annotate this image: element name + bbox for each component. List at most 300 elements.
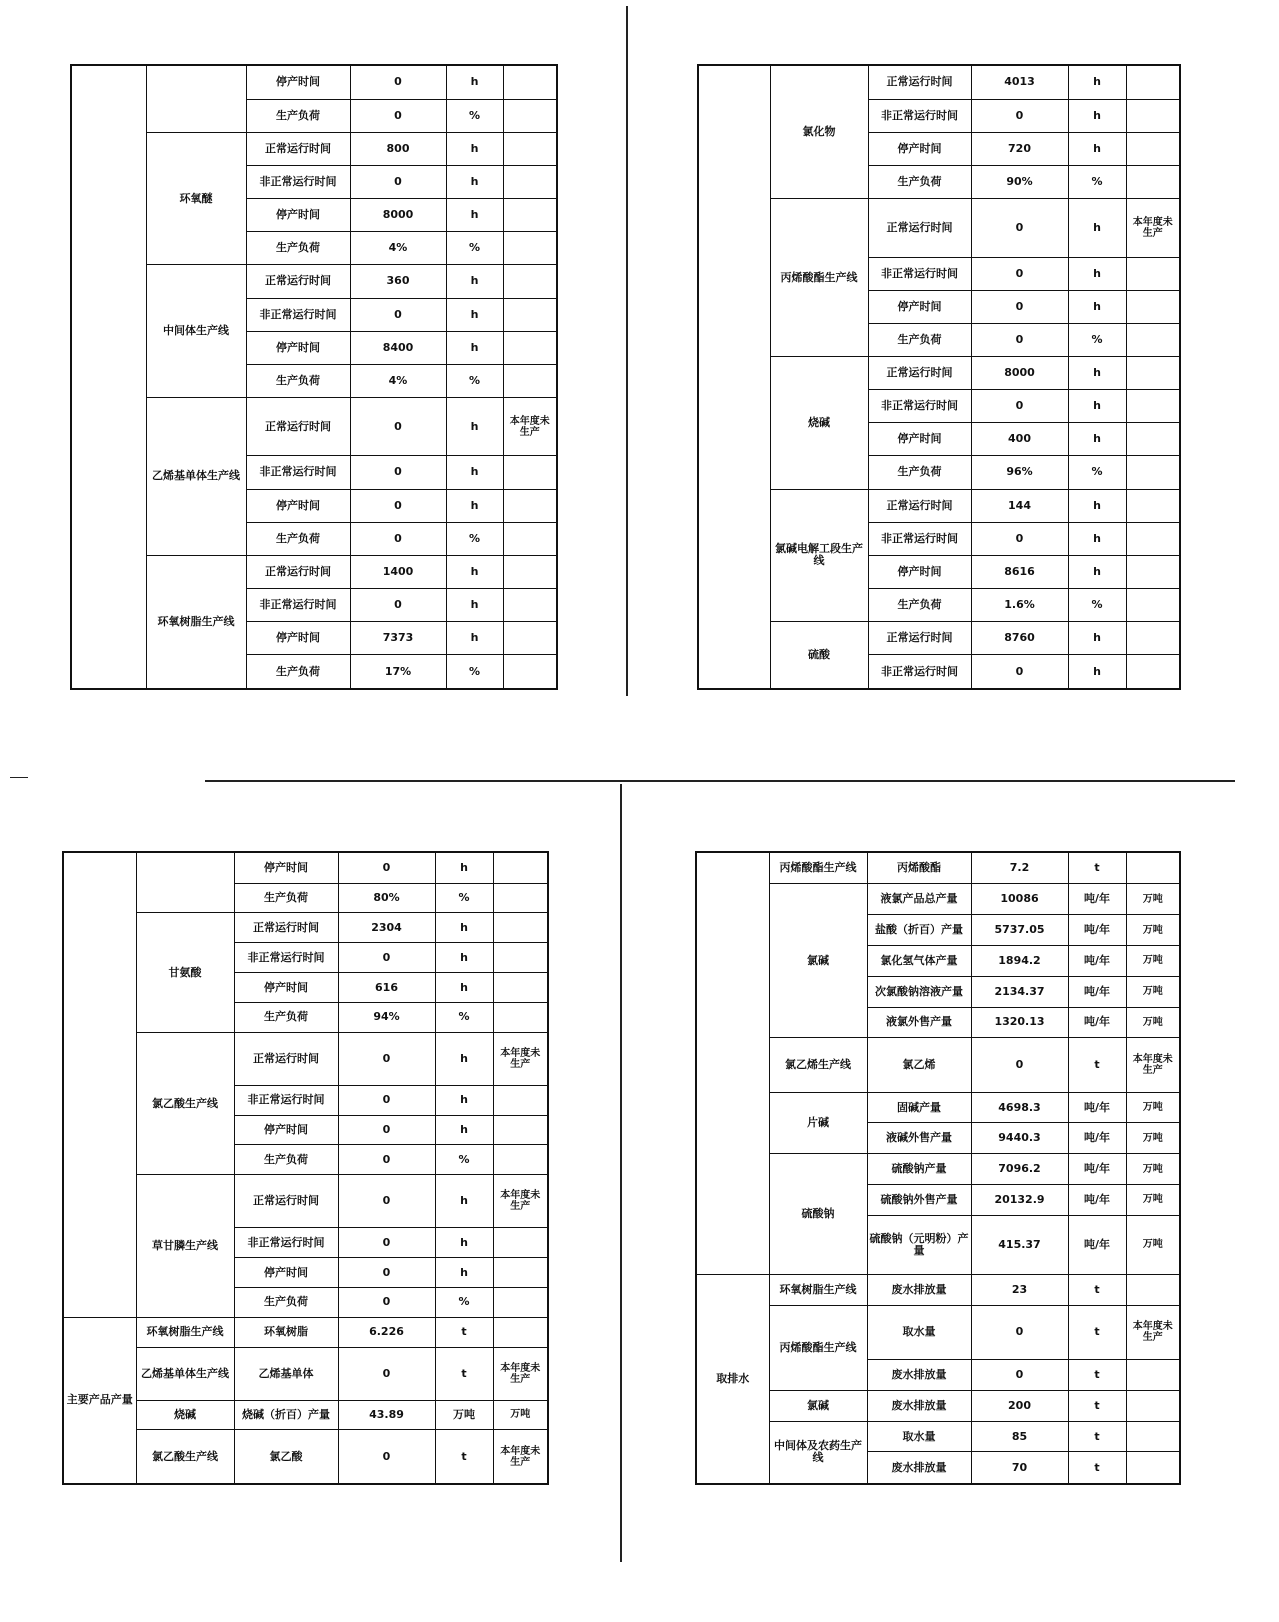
note-cell: 万吨 (1126, 1092, 1180, 1123)
table-row (63, 1317, 548, 1347)
unit-cell: 吨/年 (1068, 1215, 1126, 1274)
item-name-cell: 氯乙酸 (234, 1430, 338, 1484)
production-line-cell: 氯乙烯生产线 (769, 1038, 867, 1092)
item-name-cell: 非正常运行时间 (234, 943, 338, 973)
item-name-cell: 生产负荷 (246, 99, 350, 132)
note-cell (493, 1115, 548, 1145)
value-cell: 10086 (971, 884, 1068, 915)
item-name-cell: 取水量 (867, 1305, 971, 1359)
unit-cell: t (1068, 1421, 1126, 1452)
note-cell (1126, 357, 1180, 390)
production-line-cell: 环氧醚 (146, 132, 246, 264)
note-cell: 万吨 (1126, 1215, 1180, 1274)
value-cell: 144 (971, 489, 1068, 522)
unit-cell: h (446, 331, 503, 364)
value-cell: 4698.3 (971, 1092, 1068, 1123)
value-cell: 0 (971, 199, 1068, 258)
item-name-cell: 非正常运行时间 (234, 1228, 338, 1258)
note-cell (1126, 852, 1180, 884)
note-cell (503, 331, 557, 364)
table-row (696, 1274, 1180, 1305)
unit-cell: % (435, 1287, 493, 1317)
production-line-cell: 氯碱 (769, 1390, 867, 1421)
unit-cell: 吨/年 (1068, 1007, 1126, 1038)
unit-cell: h (1068, 290, 1126, 323)
value-cell: 8760 (971, 621, 1068, 654)
note-cell: 本年度未生产 (493, 1347, 548, 1400)
note-cell (493, 1003, 548, 1033)
table-row (696, 1038, 1180, 1092)
value-cell: 8400 (350, 331, 446, 364)
item-name-cell: 氯乙烯 (867, 1038, 971, 1092)
note-cell (493, 1085, 548, 1115)
value-cell: 200 (971, 1390, 1068, 1421)
note-cell (503, 199, 557, 232)
unit-cell: 吨/年 (1068, 976, 1126, 1007)
note-cell (503, 522, 557, 555)
value-cell: 0 (338, 1115, 435, 1145)
note-cell (1126, 489, 1180, 522)
value-cell: 0 (350, 166, 446, 199)
unit-cell: h (435, 973, 493, 1003)
value-cell: 0 (350, 522, 446, 555)
item-name-cell: 非正常运行时间 (246, 166, 350, 199)
category-cell (63, 852, 136, 1317)
unit-cell: 吨/年 (1068, 1154, 1126, 1185)
value-cell: 23 (971, 1274, 1068, 1305)
item-name-cell: 停产时间 (246, 489, 350, 522)
unit-cell: h (1068, 489, 1126, 522)
unit-cell: h (446, 456, 503, 489)
unit-cell: h (446, 265, 503, 298)
item-name-cell: 正常运行时间 (246, 265, 350, 298)
production-line-cell: 硫酸 (770, 621, 868, 689)
note-cell (493, 1145, 548, 1175)
table-row (698, 621, 1180, 654)
category-cell (696, 852, 769, 1274)
unit-cell: h (446, 588, 503, 621)
note-cell (1126, 257, 1180, 290)
production-line-cell: 环氧树脂生产线 (136, 1317, 234, 1347)
item-name-cell: 停产时间 (246, 65, 350, 99)
item-name-cell: 非正常运行时间 (868, 655, 971, 689)
item-name-cell: 废水排放量 (867, 1390, 971, 1421)
value-cell: 70 (971, 1452, 1068, 1484)
item-name-cell: 停产时间 (246, 621, 350, 654)
production-line-cell: 氯碱 (769, 884, 867, 1038)
value-cell: 0 (971, 324, 1068, 357)
value-cell: 80% (338, 883, 435, 913)
note-cell (503, 621, 557, 654)
unit-cell: % (446, 99, 503, 132)
value-cell: 4% (350, 232, 446, 265)
item-name-cell: 非正常运行时间 (246, 456, 350, 489)
value-cell: 2134.37 (971, 976, 1068, 1007)
unit-cell: h (435, 852, 493, 883)
unit-cell: t (435, 1317, 493, 1347)
category-cell (71, 65, 146, 689)
value-cell: 415.37 (971, 1215, 1068, 1274)
data-table-bottom-right (695, 851, 1181, 1485)
unit-cell: t (1068, 1360, 1126, 1391)
note-cell (503, 65, 557, 99)
unit-cell: h (435, 1115, 493, 1145)
value-cell: 8616 (971, 555, 1068, 588)
production-line-cell: 乙烯基单体生产线 (146, 397, 246, 555)
item-name-cell: 正常运行时间 (246, 397, 350, 456)
value-cell: 94% (338, 1003, 435, 1033)
unit-cell: h (446, 132, 503, 165)
value-cell: 20132.9 (971, 1185, 1068, 1216)
value-cell: 6.226 (338, 1317, 435, 1347)
item-name-cell: 生产负荷 (246, 522, 350, 555)
item-name-cell: 停产时间 (234, 1258, 338, 1288)
item-name-cell: 生产负荷 (868, 166, 971, 199)
table-row (696, 1154, 1180, 1185)
table-row (698, 199, 1180, 258)
production-line-cell: 草甘膦生产线 (136, 1175, 234, 1317)
unit-cell: 吨/年 (1068, 1185, 1126, 1216)
item-name-cell: 丙烯酸酯 (867, 852, 971, 884)
value-cell: 360 (350, 265, 446, 298)
item-name-cell: 正常运行时间 (234, 1032, 338, 1085)
note-cell (493, 943, 548, 973)
table-row (63, 1175, 548, 1228)
value-cell: 0 (971, 655, 1068, 689)
unit-cell: t (1068, 1274, 1126, 1305)
note-cell (503, 298, 557, 331)
unit-cell: % (1068, 324, 1126, 357)
category-cell: 取排水 (696, 1274, 769, 1484)
unit-cell: 吨/年 (1068, 945, 1126, 976)
note-cell: 万吨 (1126, 1007, 1180, 1038)
item-name-cell: 生产负荷 (246, 655, 350, 689)
unit-cell: h (1068, 655, 1126, 689)
item-name-cell: 废水排放量 (867, 1274, 971, 1305)
page-divider-vertical-top (626, 6, 628, 696)
item-name-cell: 停产时间 (234, 1115, 338, 1145)
item-name-cell: 液氯产品总产量 (867, 884, 971, 915)
item-name-cell: 乙烯基单体 (234, 1347, 338, 1400)
note-cell (493, 883, 548, 913)
unit-cell: h (435, 1258, 493, 1288)
item-name-cell: 非正常运行时间 (868, 99, 971, 132)
note-cell (503, 132, 557, 165)
note-cell: 万吨 (493, 1400, 548, 1430)
item-name-cell: 盐酸（折百）产量 (867, 915, 971, 946)
unit-cell: h (1068, 357, 1126, 390)
value-cell: 8000 (971, 357, 1068, 390)
note-cell (1126, 456, 1180, 489)
item-name-cell: 停产时间 (868, 132, 971, 165)
note-cell (503, 588, 557, 621)
unit-cell: t (1068, 1038, 1126, 1092)
item-name-cell: 废水排放量 (867, 1360, 971, 1391)
value-cell: 8000 (350, 199, 446, 232)
item-name-cell: 停产时间 (868, 423, 971, 456)
note-cell (493, 973, 548, 1003)
item-name-cell: 生产负荷 (868, 588, 971, 621)
note-cell (503, 456, 557, 489)
production-line-cell: 氯碱电解工段生产线 (770, 489, 868, 621)
unit-cell: 吨/年 (1068, 1092, 1126, 1123)
value-cell: 0 (350, 456, 446, 489)
unit-cell: % (1068, 456, 1126, 489)
item-name-cell: 非正常运行时间 (234, 1085, 338, 1115)
unit-cell: 吨/年 (1068, 884, 1126, 915)
value-cell: 0 (971, 99, 1068, 132)
value-cell: 0 (338, 1032, 435, 1085)
note-cell: 本年度未生产 (493, 1430, 548, 1484)
note-cell (503, 99, 557, 132)
note-cell (503, 232, 557, 265)
production-line-cell: 硫酸钠 (769, 1154, 867, 1275)
note-cell (1126, 1390, 1180, 1421)
value-cell: 0 (338, 1287, 435, 1317)
note-cell (1126, 324, 1180, 357)
unit-cell: h (446, 555, 503, 588)
item-name-cell: 非正常运行时间 (868, 522, 971, 555)
unit-cell: h (435, 1228, 493, 1258)
item-name-cell: 液碱外售产量 (867, 1123, 971, 1154)
unit-cell: h (446, 166, 503, 199)
unit-cell: h (1068, 621, 1126, 654)
value-cell: 0 (338, 1347, 435, 1400)
table-row (696, 1421, 1180, 1452)
item-name-cell: 硫酸钠产量 (867, 1154, 971, 1185)
item-name-cell: 非正常运行时间 (868, 390, 971, 423)
item-name-cell: 氯化氢气体产量 (867, 945, 971, 976)
item-name-cell: 停产时间 (234, 973, 338, 1003)
value-cell: 0 (338, 1145, 435, 1175)
value-cell: 9440.3 (971, 1123, 1068, 1154)
note-cell: 本年度未生产 (493, 1032, 548, 1085)
value-cell: 0 (971, 257, 1068, 290)
value-cell: 0 (971, 1360, 1068, 1391)
value-cell: 43.89 (338, 1400, 435, 1430)
note-cell (1126, 1360, 1180, 1391)
production-line-cell: 环氧树脂生产线 (146, 555, 246, 689)
note-cell: 万吨 (1126, 945, 1180, 976)
note-cell (1126, 99, 1180, 132)
page-divider-horizontal (205, 780, 1235, 782)
unit-cell: 吨/年 (1068, 915, 1126, 946)
unit-cell: t (1068, 1452, 1126, 1484)
value-cell: 0 (350, 397, 446, 456)
note-cell: 万吨 (1126, 976, 1180, 1007)
unit-cell: h (435, 1085, 493, 1115)
item-name-cell: 烧碱（折百）产量 (234, 1400, 338, 1430)
item-name-cell: 生产负荷 (246, 232, 350, 265)
item-name-cell: 生产负荷 (234, 1287, 338, 1317)
unit-cell: h (435, 1175, 493, 1228)
table-row (696, 852, 1180, 884)
unit-cell: h (446, 199, 503, 232)
category-cell: 主要产品产量 (63, 1317, 136, 1484)
note-cell (493, 1258, 548, 1288)
unit-cell: t (435, 1347, 493, 1400)
table-row (63, 1430, 548, 1484)
value-cell: 0 (338, 1085, 435, 1115)
value-cell: 0 (338, 943, 435, 973)
table-row (71, 65, 557, 99)
note-cell (503, 489, 557, 522)
item-name-cell: 停产时间 (246, 199, 350, 232)
note-cell (493, 852, 548, 883)
unit-cell: h (446, 298, 503, 331)
unit-cell: h (1068, 390, 1126, 423)
item-name-cell: 正常运行时间 (234, 1175, 338, 1228)
value-cell: 0 (350, 99, 446, 132)
item-name-cell: 正常运行时间 (234, 913, 338, 943)
note-cell (1126, 166, 1180, 199)
unit-cell: h (446, 489, 503, 522)
item-name-cell: 停产时间 (246, 331, 350, 364)
value-cell: 90% (971, 166, 1068, 199)
unit-cell: h (446, 621, 503, 654)
item-name-cell: 生产负荷 (234, 1145, 338, 1175)
production-line-cell: 片碱 (769, 1092, 867, 1154)
value-cell: 616 (338, 973, 435, 1003)
table-row (696, 1390, 1180, 1421)
unit-cell: h (1068, 65, 1126, 99)
category-cell (698, 65, 770, 689)
note-cell: 万吨 (1126, 884, 1180, 915)
table-row (696, 884, 1180, 915)
note-cell (1126, 588, 1180, 621)
note-cell: 本年度未生产 (503, 397, 557, 456)
note-cell (1126, 522, 1180, 555)
item-name-cell: 停产时间 (868, 555, 971, 588)
item-name-cell: 液氯外售产量 (867, 1007, 971, 1038)
value-cell: 0 (971, 522, 1068, 555)
production-line-cell (146, 65, 246, 132)
table-row (63, 1400, 548, 1430)
production-line-cell: 中间体及农药生产线 (769, 1421, 867, 1484)
value-cell: 85 (971, 1421, 1068, 1452)
unit-cell: % (446, 522, 503, 555)
table-row (63, 1347, 548, 1400)
value-cell: 0 (338, 852, 435, 883)
item-name-cell: 正常运行时间 (246, 132, 350, 165)
item-name-cell: 生产负荷 (868, 456, 971, 489)
value-cell: 7.2 (971, 852, 1068, 884)
value-cell: 4013 (971, 65, 1068, 99)
page-divider-vertical-bottom (620, 784, 622, 1562)
production-line-cell: 甘氨酸 (136, 913, 234, 1033)
note-cell (493, 1228, 548, 1258)
unit-cell: h (435, 1032, 493, 1085)
item-name-cell: 正常运行时间 (868, 65, 971, 99)
value-cell: 2304 (338, 913, 435, 943)
item-name-cell: 次氯酸钠溶液产量 (867, 976, 971, 1007)
note-cell: 本年度未生产 (1126, 1038, 1180, 1092)
note-cell (503, 265, 557, 298)
value-cell: 5737.05 (971, 915, 1068, 946)
table-row (696, 1092, 1180, 1123)
item-name-cell: 非正常运行时间 (246, 298, 350, 331)
production-line-cell: 氯化物 (770, 65, 868, 199)
value-cell: 0 (350, 588, 446, 621)
unit-cell: % (1068, 588, 1126, 621)
unit-cell: % (435, 883, 493, 913)
note-cell (493, 913, 548, 943)
note-cell: 本年度未生产 (1126, 1305, 1180, 1359)
note-cell: 本年度未生产 (1126, 199, 1180, 258)
production-line-cell: 中间体生产线 (146, 265, 246, 397)
production-line-cell: 环氧树脂生产线 (769, 1274, 867, 1305)
unit-cell: % (435, 1003, 493, 1033)
item-name-cell: 正常运行时间 (246, 555, 350, 588)
value-cell: 4% (350, 364, 446, 397)
unit-cell: 万吨 (435, 1400, 493, 1430)
value-cell: 7096.2 (971, 1154, 1068, 1185)
value-cell: 0 (338, 1430, 435, 1484)
table-row (698, 357, 1180, 390)
unit-cell: t (1068, 1305, 1126, 1359)
item-name-cell: 硫酸钠（元明粉）产量 (867, 1215, 971, 1274)
unit-cell: % (446, 364, 503, 397)
note-cell (1126, 390, 1180, 423)
note-cell (1126, 1274, 1180, 1305)
production-line-cell: 氯乙酸生产线 (136, 1032, 234, 1174)
value-cell: 1.6% (971, 588, 1068, 621)
value-cell: 0 (350, 298, 446, 331)
note-cell (503, 655, 557, 689)
note-cell (1126, 1421, 1180, 1452)
unit-cell: % (446, 655, 503, 689)
item-name-cell: 停产时间 (234, 852, 338, 883)
note-cell (503, 166, 557, 199)
note-cell (1126, 132, 1180, 165)
note-cell (1126, 1452, 1180, 1484)
item-name-cell: 硫酸钠外售产量 (867, 1185, 971, 1216)
note-cell (503, 364, 557, 397)
unit-cell: 吨/年 (1068, 1123, 1126, 1154)
item-name-cell: 固碱产量 (867, 1092, 971, 1123)
note-cell (493, 1287, 548, 1317)
table-row (696, 1305, 1180, 1359)
table-row (63, 852, 548, 883)
unit-cell: h (1068, 132, 1126, 165)
unit-cell: h (446, 397, 503, 456)
value-cell: 720 (971, 132, 1068, 165)
production-line-cell: 烧碱 (770, 357, 868, 489)
unit-cell: h (1068, 423, 1126, 456)
value-cell: 1320.13 (971, 1007, 1068, 1038)
value-cell: 1400 (350, 555, 446, 588)
item-name-cell: 生产负荷 (868, 324, 971, 357)
value-cell: 400 (971, 423, 1068, 456)
unit-cell: h (435, 913, 493, 943)
unit-cell: h (446, 65, 503, 99)
item-name-cell: 正常运行时间 (868, 199, 971, 258)
value-cell: 800 (350, 132, 446, 165)
unit-cell: h (1068, 199, 1126, 258)
item-name-cell: 生产负荷 (234, 1003, 338, 1033)
production-line-cell (136, 852, 234, 913)
production-line-cell: 烧碱 (136, 1400, 234, 1430)
note-cell (1126, 65, 1180, 99)
value-cell: 0 (971, 1305, 1068, 1359)
data-table-bottom-left (62, 851, 549, 1485)
value-cell: 96% (971, 456, 1068, 489)
item-name-cell: 正常运行时间 (868, 357, 971, 390)
unit-cell: h (1068, 522, 1126, 555)
note-cell: 万吨 (1126, 1123, 1180, 1154)
value-cell: 7373 (350, 621, 446, 654)
note-cell: 本年度未生产 (493, 1175, 548, 1228)
